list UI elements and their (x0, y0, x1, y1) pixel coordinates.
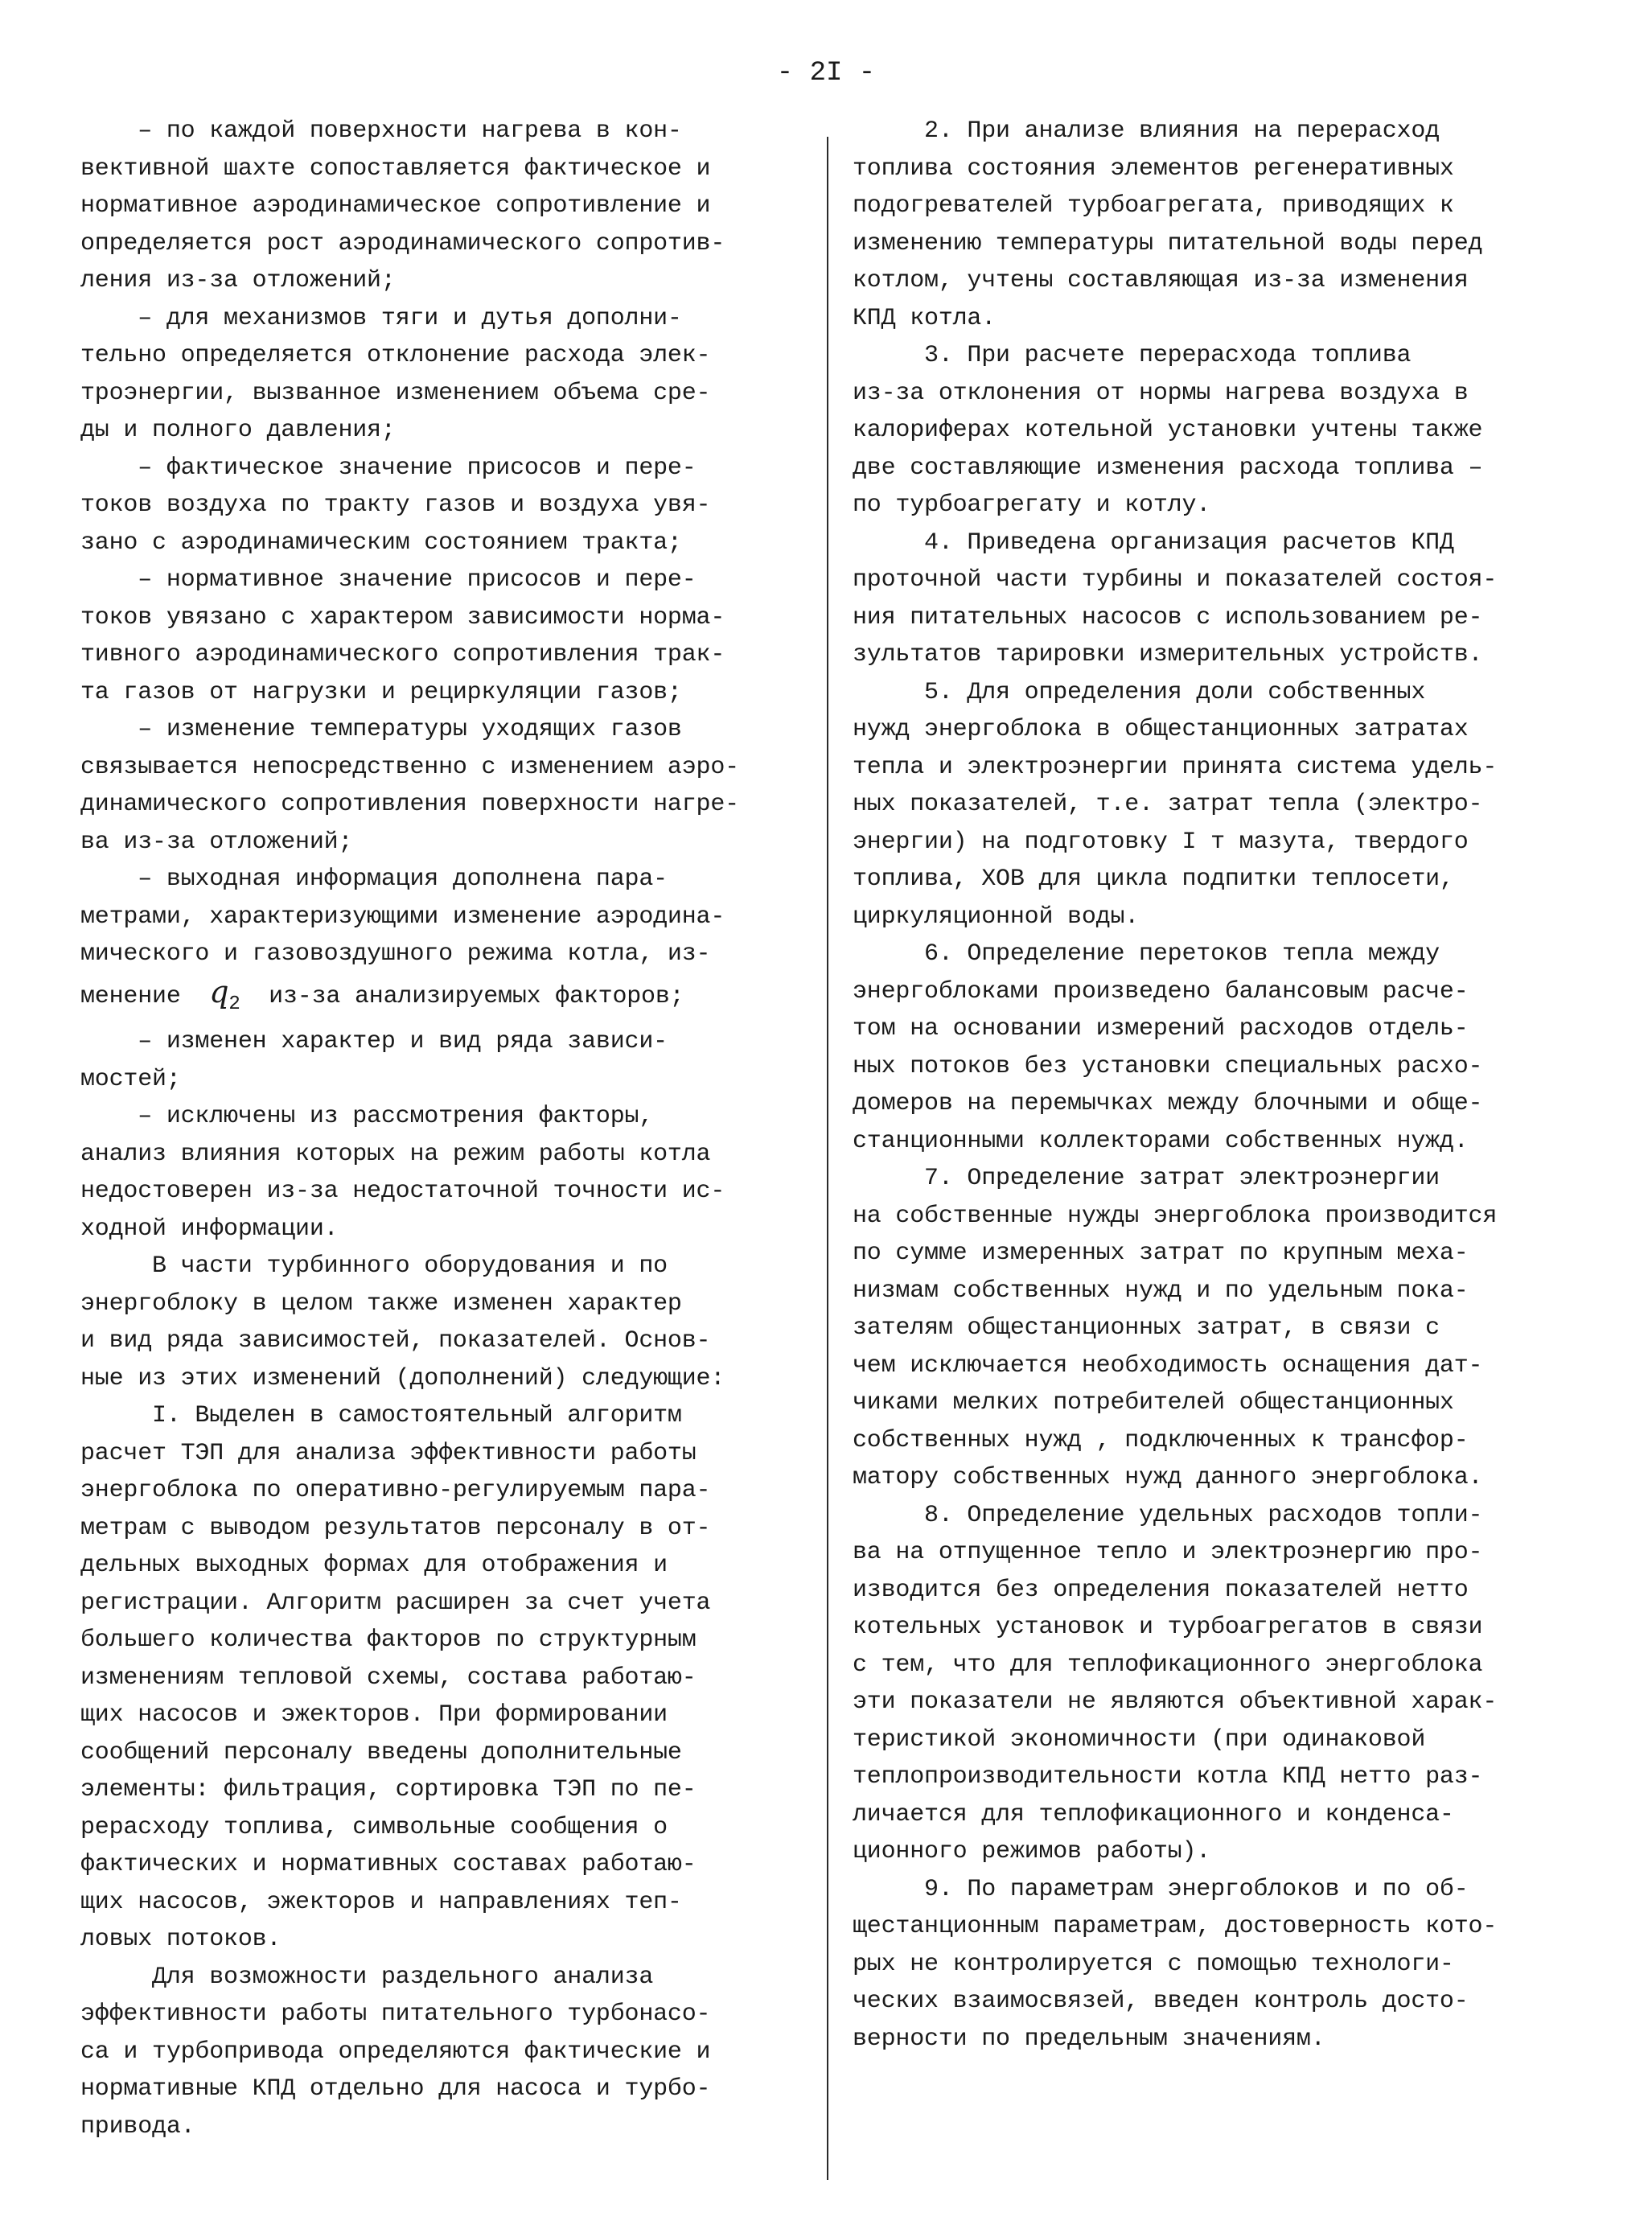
text-line: анализ влияния которых на режим работы котла (80, 1140, 711, 1168)
text-line: та газов от нагрузки и рециркуляции газов; (80, 678, 682, 706)
text-line: регистрации. Алгоритм расширен за счет учета (80, 1589, 711, 1617)
text-line: изводится без определения показателей нетто (853, 1576, 1469, 1604)
text-line: са и турбопривода определяются фактические и (80, 2038, 711, 2066)
text-line: чиками мелких потребителей общестанционных (853, 1389, 1454, 1417)
text-line: 3. При расчете перерасхода топлива (853, 342, 1412, 369)
text-line: матору собственных нужд данного энергоблока. (853, 1464, 1483, 1491)
text-line: недостоверен из-за недостаточной точности ис- (80, 1178, 725, 1205)
text-line: котельных установок и турбоагрегатов в связи (853, 1614, 1483, 1641)
text-line: тивного аэродинамического сопротивления трак- (80, 641, 725, 668)
text-line: нормативное аэродинамическое сопротивление и (80, 192, 711, 220)
text-line: зано с аэродинамическим состоянием тракта; (80, 528, 682, 557)
text-line: энергоблоку в целом также изменен характер (80, 1289, 682, 1318)
text-line: домеров на перемычках между блочными и обще- (853, 1090, 1483, 1117)
text-line: рерасходу топлива, символьные сообщения о (80, 1813, 668, 1841)
text-line: энергоблока по оперативно-регулируемым пара- (80, 1477, 711, 1504)
text-line: изменениям тепловой схемы, состава работаю- (80, 1663, 697, 1692)
text-line: мостей; (80, 1065, 181, 1093)
text-line: по турбоагрегату и котлу. (853, 491, 1211, 519)
column-divider (827, 137, 828, 2180)
text-line: калориферах котельной установки учтены также (853, 417, 1483, 444)
text-line: мического и газовоздушного режима котла, из- (80, 940, 711, 968)
text-line: 8. Определение удельных расходов топли- (853, 1501, 1483, 1529)
text-line: связывается непосредственно с изменением аэро- (80, 753, 739, 781)
text-line: фактических и нормативных составах работаю- (80, 1851, 697, 1878)
text-line: эффективности работы питательного турбонасо- (80, 2001, 711, 2028)
text-line: 5. Для определения доли собственных (853, 678, 1426, 706)
text-line: ва на отпущенное тепло и электроэнергию про- (853, 1539, 1483, 1566)
text-line: подогревателей турбоагрегата, приводящих к (853, 192, 1454, 220)
text-line: нужд энергоблока в общестанционных затратах (853, 716, 1469, 743)
text-line: собственных нужд , подключенных к трансфор- (853, 1426, 1469, 1454)
text-line: тельно определяется отклонение расхода элек- (80, 342, 711, 369)
text-line: тепла и электроэнергии принята система удель- (853, 753, 1498, 781)
text-line: КПД котла. (853, 304, 997, 332)
text-line: большего количества факторов по структурным (80, 1626, 697, 1654)
text-line: ные из этих изменений (дополнений) следующие: (80, 1364, 725, 1392)
text-line: топлива, ХОВ для цикла подпитки теплосети, (853, 866, 1454, 893)
text-line: определяется рост аэродинамического сопротив- (80, 229, 725, 257)
text-line: – для механизмов тяги и дутья дополни- (80, 304, 682, 332)
text-line: на собственные нужды энергоблока производится (853, 1202, 1498, 1230)
text-line: изменению температуры питательной воды перед (853, 229, 1483, 257)
text-line: из-за отклонения от нормы нагрева воздуха в (853, 379, 1469, 407)
text-line: 2. При анализе влияния на перерасход (853, 117, 1440, 145)
text-line: – изменен характер и вид ряда зависи- (80, 1028, 668, 1055)
text-line: – фактическое значение присосов и пере- (80, 454, 697, 482)
left-column (80, 113, 804, 2145)
right-column (853, 113, 1576, 2058)
text-line: 4. Приведена организация расчетов КПД (853, 528, 1454, 557)
text-line: 9. По параметрам энергоблоков и по об- (853, 1875, 1469, 1903)
text-line: чем исключается необходимость оснащения дат- (853, 1351, 1483, 1380)
formula-line-prefix: менение (80, 982, 210, 1010)
text-line: циркуляционной воды. (853, 903, 1140, 931)
text-line: с тем, что для теплофикационного энергоблока (853, 1651, 1483, 1679)
text-line: зателям общестанционных затрат, в связи с (853, 1314, 1440, 1342)
text-line: ходной информации. (80, 1215, 339, 1243)
text-line: верности по предельным значениям. (853, 2025, 1325, 2053)
text-line: вективной шахте сопоставляется фактическое и (80, 154, 711, 183)
text-line: ния питательных насосов с использованием ре- (853, 603, 1483, 631)
text-line: дельных выходных формах для отображения и (80, 1552, 668, 1579)
text-line: – выходная информация дополнена пара- (80, 866, 668, 893)
heat-loss-subscript: 2 (228, 993, 240, 1015)
formula-line-suffix: из-за анализируемых факторов; (240, 982, 684, 1010)
text-line: две составляющие изменения расхода топлива – (853, 454, 1483, 482)
text-line: – изменение температуры уходящих газов (80, 716, 682, 743)
text-line: топлива состояния элементов регенеративных (853, 154, 1454, 183)
text-line: 6. Определение перетоков тепла между (853, 940, 1440, 968)
text-line: элементы: фильтрация, сортировка ТЭП по пе- (80, 1776, 697, 1803)
text-line: котлом, учтены составляющая из-за изменения (853, 267, 1469, 294)
text-line: ных показателей, т.е. затрат тепла (электро- (853, 791, 1483, 818)
text-line: щестанционным параметрам, достоверность кото- (853, 1913, 1498, 1940)
text-line: токов увязано с характером зависимости норма- (80, 603, 725, 631)
heat-loss-symbol: q (209, 973, 229, 1010)
text-line: токов воздуха по тракту газов и воздуха увя- (80, 491, 711, 519)
text-line: зультатов тарировки измерительных устройств. (853, 641, 1483, 668)
formula-line (80, 973, 804, 1024)
text-line: ционного режимов работы). (853, 1838, 1211, 1865)
text-line: щих насосов и эжекторов. При формировании (80, 1701, 668, 1729)
text-line: – исключены из рассмотрения факторы, (80, 1103, 654, 1130)
text-line: проточной части турбины и показателей состоя- (853, 566, 1498, 594)
text-line: рых не контролируется с помощью технологи- (853, 1950, 1454, 1978)
text-line: Для возможности раздельного анализа (80, 1963, 654, 1991)
text-line: ческих взаимосвязей, введен контроль досто- (853, 1988, 1469, 2015)
text-line: ды и полного давления; (80, 417, 396, 444)
text-line: щих насосов, эжекторов и направлениях теп- (80, 1888, 682, 1916)
text-line: динамического сопротивления поверхности нагре- (80, 791, 739, 818)
text-line: личается для теплофикационного и конденса- (853, 1800, 1454, 1828)
text-line: энергоблоками произведено балансовым расче- (853, 977, 1469, 1005)
text-line: ных потоков без установки специальных расхо- (853, 1052, 1483, 1080)
page-number: - 2I - (776, 58, 876, 88)
text-line: теплопроизводительности котла КПД нетто раз- (853, 1763, 1483, 1791)
text-line: станционными коллекторами собственных нужд. (853, 1127, 1469, 1155)
text-line: I. Выделен в самостоятельный алгоритм (80, 1402, 682, 1429)
text-line: том на основании измерений расходов отдель- (853, 1015, 1469, 1042)
text-line: ва из-за отложений; (80, 828, 353, 856)
text-line: ловых потоков. (80, 1926, 281, 1953)
text-line: расчет ТЭП для анализа эффективности работы (80, 1439, 697, 1467)
text-line: сообщений персоналу введены дополнительные (80, 1738, 682, 1766)
text-line: и вид ряда зависимостей, показателей. Основ- (80, 1327, 711, 1355)
text-line: эти показатели не являются объективной харак- (853, 1688, 1498, 1716)
text-line: – нормативное значение присосов и пере- (80, 566, 697, 594)
text-line: В части турбинного оборудования и по (80, 1252, 668, 1280)
text-line: троэнергии, вызванное изменением объема сре- (80, 379, 711, 407)
text-line: теристикой экономичности (при одинаковой (853, 1725, 1426, 1754)
text-line: ления из-за отложений; (80, 267, 396, 294)
text-line: метрами, характеризующими изменение аэродина- (80, 903, 725, 931)
text-line: – по каждой поверхности нагрева в кон- (80, 117, 682, 145)
text-line: низмам собственных нужд и по удельным пока- (853, 1277, 1469, 1305)
text-line: 7. Определение затрат электроэнергии (853, 1165, 1440, 1192)
text-line: метрам с выводом результатов персоналу в от- (80, 1514, 711, 1542)
text-line: привода. (80, 2112, 195, 2140)
text-line: нормативные КПД отдельно для насоса и турбо- (80, 2075, 711, 2103)
text-line: энергии) на подготовку I т мазута, твердого (853, 828, 1469, 856)
text-line: по сумме измеренных затрат по крупным меха- (853, 1240, 1469, 1267)
